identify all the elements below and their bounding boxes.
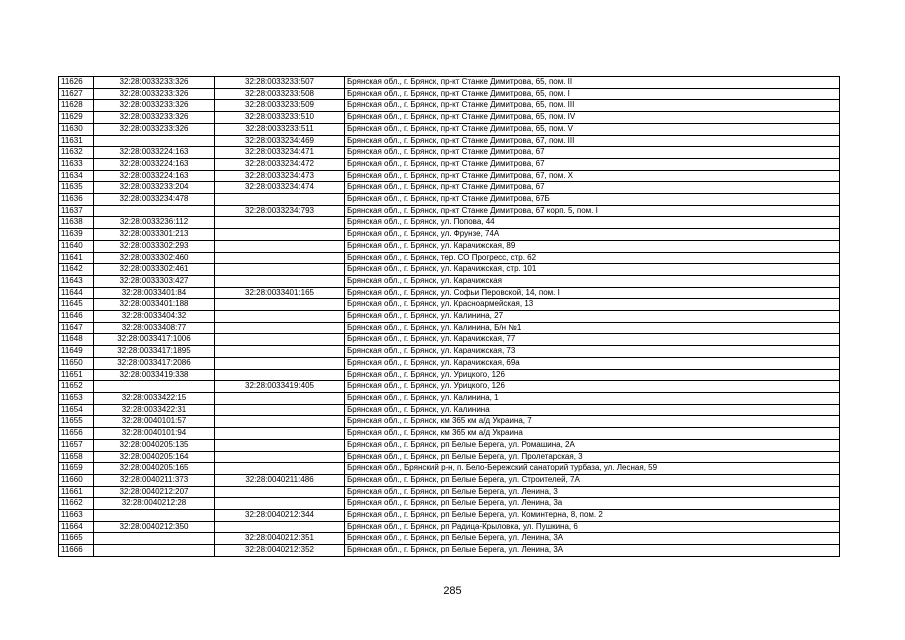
- cadastral-number-land-cell: 32:28:0040205:164: [94, 451, 215, 463]
- page-number: 285: [443, 585, 462, 597]
- register-table-body: [59, 77, 840, 557]
- table-row: [59, 299, 840, 311]
- cadastral-number-land-cell: 32:28:0033417:2086: [94, 357, 215, 369]
- cadastral-number-building-cell: [215, 486, 345, 498]
- cadastral-number-land-cell: 32:28:0033417:1895: [94, 346, 215, 358]
- table-row: [59, 439, 840, 451]
- address-cell: Брянская обл., г. Брянск, пр-кт Станке Димитрова, 65, пом. I: [345, 88, 840, 100]
- cadastral-number-land-cell: 32:28:0040101:94: [94, 428, 215, 440]
- cadastral-number-building-cell: 32:28:0040212:344: [215, 510, 345, 522]
- cadastral-number-land-cell: 32:28:0033236:112: [94, 217, 215, 229]
- table-row: [59, 428, 840, 440]
- table-row: [59, 77, 840, 89]
- row-number-cell: 11649: [59, 346, 94, 358]
- table-row: [59, 498, 840, 510]
- address-cell: Брянская обл., г. Брянск, рп Белые Берега, ул. Ромашина, 2А: [345, 439, 840, 451]
- address-cell: Брянская обл., г. Брянск, км 365 км а/д Украина, 7: [345, 416, 840, 428]
- row-number-cell: 11637: [59, 205, 94, 217]
- table-row: [59, 275, 840, 287]
- cadastral-number-building-cell: [215, 392, 345, 404]
- table-row: [59, 252, 840, 264]
- table-row: [59, 264, 840, 276]
- cadastral-number-land-cell: 32:28:0033401:84: [94, 287, 215, 299]
- cadastral-number-building-cell: [215, 217, 345, 229]
- cadastral-number-building-cell: [215, 404, 345, 416]
- table-row: [59, 287, 840, 299]
- cadastral-number-building-cell: [215, 428, 345, 440]
- table-row: [59, 158, 840, 170]
- table-row: [59, 311, 840, 323]
- cadastral-number-building-cell: 32:28:0040212:351: [215, 533, 345, 545]
- row-number-cell: 11663: [59, 510, 94, 522]
- table-row: [59, 170, 840, 182]
- cadastral-number-building-cell: [215, 463, 345, 475]
- row-number-cell: 11644: [59, 287, 94, 299]
- row-number-cell: 11640: [59, 240, 94, 252]
- table-row: [59, 322, 840, 334]
- row-number-cell: 11641: [59, 252, 94, 264]
- row-number-cell: 11665: [59, 533, 94, 545]
- row-number-cell: 11627: [59, 88, 94, 100]
- address-cell: Брянская обл., г. Брянск, рп Белые Берега, ул. Коминтерна, 8, пом. 2: [345, 510, 840, 522]
- row-number-cell: 11651: [59, 369, 94, 381]
- cadastral-number-building-cell: [215, 322, 345, 334]
- address-cell: Брянская обл., г. Брянск, ул. Карачижская: [345, 275, 840, 287]
- row-number-cell: 11664: [59, 521, 94, 533]
- address-cell: Брянская обл., г. Брянск, рп Радица-Крыловка, ул. Пушкина, 6: [345, 521, 840, 533]
- cadastral-number-land-cell: [94, 533, 215, 545]
- table-row: [59, 194, 840, 206]
- cadastral-number-building-cell: 32:28:0033233:510: [215, 112, 345, 124]
- row-number-cell: 11639: [59, 229, 94, 241]
- cadastral-number-building-cell: [215, 416, 345, 428]
- row-number-cell: 11661: [59, 486, 94, 498]
- address-cell: Брянская обл., г. Брянск, рп Белые Берега, ул. Ленина, 3: [345, 486, 840, 498]
- cadastral-number-land-cell: 32:28:0040101:57: [94, 416, 215, 428]
- cadastral-number-building-cell: [215, 334, 345, 346]
- cadastral-number-building-cell: [215, 264, 345, 276]
- table-row: [59, 463, 840, 475]
- cadastral-number-land-cell: [94, 381, 215, 393]
- cadastral-number-land-cell: 32:28:0033233:326: [94, 88, 215, 100]
- row-number-cell: 11643: [59, 275, 94, 287]
- cadastral-number-building-cell: [215, 346, 345, 358]
- row-number-cell: 11657: [59, 439, 94, 451]
- cadastral-number-land-cell: 32:28:0033302:293: [94, 240, 215, 252]
- cadastral-number-building-cell: 32:28:0033401:165: [215, 287, 345, 299]
- cadastral-number-building-cell: [215, 240, 345, 252]
- row-number-cell: 11660: [59, 474, 94, 486]
- cadastral-number-building-cell: 32:28:0033419:405: [215, 381, 345, 393]
- table-row: [59, 533, 840, 545]
- address-cell: Брянская обл., г. Брянск, ул. Карачижская, 73: [345, 346, 840, 358]
- cadastral-number-building-cell: [215, 439, 345, 451]
- row-number-cell: 11630: [59, 123, 94, 135]
- table-row: [59, 135, 840, 147]
- table-row: [59, 521, 840, 533]
- table-row: [59, 369, 840, 381]
- cadastral-number-building-cell: 32:28:0033234:473: [215, 170, 345, 182]
- row-number-cell: 11659: [59, 463, 94, 475]
- row-number-cell: 11658: [59, 451, 94, 463]
- table-row: [59, 416, 840, 428]
- cadastral-number-building-cell: [215, 521, 345, 533]
- table-row: [59, 381, 840, 393]
- row-number-cell: 11652: [59, 381, 94, 393]
- table-row: [59, 240, 840, 252]
- row-number-cell: 11656: [59, 428, 94, 440]
- table-row: [59, 229, 840, 241]
- row-number-cell: 11638: [59, 217, 94, 229]
- row-number-cell: 11626: [59, 77, 94, 89]
- address-cell: Брянская обл., г. Брянск, ул. Попова, 44: [345, 217, 840, 229]
- cadastral-number-land-cell: [94, 135, 215, 147]
- cadastral-number-land-cell: 32:28:0033422:31: [94, 404, 215, 416]
- row-number-cell: 11653: [59, 392, 94, 404]
- cadastral-number-land-cell: 32:28:0033303:427: [94, 275, 215, 287]
- cadastral-number-building-cell: [215, 451, 345, 463]
- address-cell: Брянская обл., г. Брянск, пр-кт Станке Димитрова, 67 корп. 5, пом. I: [345, 205, 840, 217]
- cadastral-number-building-cell: [215, 229, 345, 241]
- cadastral-number-building-cell: 32:28:0033234:469: [215, 135, 345, 147]
- cadastral-number-land-cell: 32:28:0040212:207: [94, 486, 215, 498]
- table-row: [59, 545, 840, 557]
- cadastral-number-land-cell: 32:28:0040212:28: [94, 498, 215, 510]
- row-number-cell: 11666: [59, 545, 94, 557]
- cadastral-number-land-cell: 32:28:0040212:350: [94, 521, 215, 533]
- address-cell: Брянская обл., г. Брянск, ул. Калинина, 1: [345, 392, 840, 404]
- cadastral-number-land-cell: 32:28:0033233:326: [94, 112, 215, 124]
- address-cell: Брянская обл., г. Брянск, пр-кт Станке Димитрова, 65, пом. III: [345, 100, 840, 112]
- cadastral-number-land-cell: 32:28:0033419:338: [94, 369, 215, 381]
- table-row: [59, 205, 840, 217]
- cadastral-number-land-cell: [94, 545, 215, 557]
- cadastral-number-building-cell: [215, 369, 345, 381]
- row-number-cell: 11654: [59, 404, 94, 416]
- cadastral-number-building-cell: 32:28:0033234:472: [215, 158, 345, 170]
- address-cell: Брянская обл., г. Брянск, ул. Софьи Перовской, 14, пом. I: [345, 287, 840, 299]
- cadastral-number-building-cell: 32:28:0033233:511: [215, 123, 345, 135]
- row-number-cell: 11633: [59, 158, 94, 170]
- address-cell: Брянская обл., г. Брянск, рп Белые Берега, ул. Ленина, 3а: [345, 498, 840, 510]
- row-number-cell: 11646: [59, 311, 94, 323]
- table-row: [59, 123, 840, 135]
- address-cell: Брянская обл., г. Брянск, тер. СО Прогресс, стр. 62: [345, 252, 840, 264]
- row-number-cell: 11650: [59, 357, 94, 369]
- row-number-cell: 11647: [59, 322, 94, 334]
- row-number-cell: 11636: [59, 194, 94, 206]
- cadastral-number-land-cell: 32:28:0033422:15: [94, 392, 215, 404]
- table-row: [59, 217, 840, 229]
- cadastral-number-building-cell: [215, 194, 345, 206]
- table-row: [59, 112, 840, 124]
- cadastral-number-land-cell: 32:28:0040205:135: [94, 439, 215, 451]
- table-row: [59, 392, 840, 404]
- address-cell: Брянская обл., г. Брянск, ул. Карачижская, 77: [345, 334, 840, 346]
- cadastral-number-building-cell: [215, 357, 345, 369]
- row-number-cell: 11655: [59, 416, 94, 428]
- table-row: [59, 357, 840, 369]
- cadastral-number-building-cell: 32:28:0040211:486: [215, 474, 345, 486]
- row-number-cell: 11642: [59, 264, 94, 276]
- row-number-cell: 11632: [59, 147, 94, 159]
- address-cell: Брянская обл., г. Брянск, пр-кт Станке Димитрова, 65, пом. V: [345, 123, 840, 135]
- row-number-cell: 11629: [59, 112, 94, 124]
- address-cell: Брянская обл., г. Брянск, ул. Калинина, 27: [345, 311, 840, 323]
- table-row: [59, 182, 840, 194]
- register-table: [58, 76, 840, 557]
- cadastral-number-land-cell: 32:28:0040211:373: [94, 474, 215, 486]
- table-row: [59, 147, 840, 159]
- cadastral-number-land-cell: 32:28:0033233:204: [94, 182, 215, 194]
- address-cell: Брянская обл., г. Брянск, рп Белые Берега, ул. Ленина, 3А: [345, 533, 840, 545]
- table-row: [59, 334, 840, 346]
- cadastral-number-land-cell: 32:28:0033234:478: [94, 194, 215, 206]
- cadastral-number-building-cell: 32:28:0033233:507: [215, 77, 345, 89]
- table-row: [59, 474, 840, 486]
- cadastral-number-land-cell: 32:28:0033404:32: [94, 311, 215, 323]
- cadastral-number-building-cell: [215, 252, 345, 264]
- address-cell: Брянская обл., г. Брянск, ул. Калинина: [345, 404, 840, 416]
- address-cell: Брянская обл., г. Брянск, км 365 км а/д Украина: [345, 428, 840, 440]
- cadastral-number-building-cell: 32:28:0033234:474: [215, 182, 345, 194]
- cadastral-number-land-cell: 32:28:0033302:460: [94, 252, 215, 264]
- cadastral-number-land-cell: [94, 510, 215, 522]
- cadastral-number-land-cell: 32:28:0033401:188: [94, 299, 215, 311]
- cadastral-number-land-cell: 32:28:0033301:213: [94, 229, 215, 241]
- cadastral-number-land-cell: 32:28:0033224:163: [94, 170, 215, 182]
- address-cell: Брянская обл., г. Брянск, ул. Карачижская, 69а: [345, 357, 840, 369]
- address-cell: Брянская обл., г. Брянск, пр-кт Станке Димитрова, 67, пом. X: [345, 170, 840, 182]
- cadastral-number-building-cell: 32:28:0033233:509: [215, 100, 345, 112]
- cadastral-number-land-cell: 32:28:0033224:163: [94, 147, 215, 159]
- address-cell: Брянская обл., г. Брянск, ул. Калинина, Б/н №1: [345, 322, 840, 334]
- cadastral-number-building-cell: [215, 311, 345, 323]
- cadastral-number-land-cell: 32:28:0040205:165: [94, 463, 215, 475]
- cadastral-number-land-cell: 32:28:0033408:77: [94, 322, 215, 334]
- address-cell: Брянская обл., г. Брянск, пр-кт Станке Димитрова, 65, пом. II: [345, 77, 840, 89]
- cadastral-number-building-cell: 32:28:0033234:471: [215, 147, 345, 159]
- cadastral-number-building-cell: 32:28:0033234:793: [215, 205, 345, 217]
- cadastral-number-land-cell: [94, 205, 215, 217]
- address-cell: Брянская обл., г. Брянск, рп Белые Берега, ул. Ленина, 3А: [345, 545, 840, 557]
- table-row: [59, 451, 840, 463]
- row-number-cell: 11628: [59, 100, 94, 112]
- address-cell: Брянская обл., г. Брянск, пр-кт Станке Димитрова, 67: [345, 158, 840, 170]
- address-cell: Брянская обл., г. Брянск, рп Белые Берега, ул. Пролетарская, 3: [345, 451, 840, 463]
- address-cell: Брянская обл., г. Брянск, ул. Урицкого, 126: [345, 381, 840, 393]
- table-row: [59, 404, 840, 416]
- table-row: [59, 486, 840, 498]
- row-number-cell: 11645: [59, 299, 94, 311]
- address-cell: Брянская обл., г. Брянск, пр-кт Станке Димитрова, 65, пом. IV: [345, 112, 840, 124]
- address-cell: Брянская обл., г. Брянск, ул. Фрунзе, 74А: [345, 229, 840, 241]
- cadastral-number-building-cell: [215, 275, 345, 287]
- row-number-cell: 11648: [59, 334, 94, 346]
- row-number-cell: 11631: [59, 135, 94, 147]
- address-cell: Брянская обл., г. Брянск, ул. Карачижская, 89: [345, 240, 840, 252]
- cadastral-number-land-cell: 32:28:0033233:326: [94, 100, 215, 112]
- table-row: [59, 346, 840, 358]
- address-cell: Брянская обл., Брянский р-н, п. Бело-Бережский санаторий турбаза, ул. Лесная, 59: [345, 463, 840, 475]
- address-cell: Брянская обл., г. Брянск, ул. Красноармейская, 13: [345, 299, 840, 311]
- table-row: [59, 88, 840, 100]
- cadastral-number-land-cell: 32:28:0033224:163: [94, 158, 215, 170]
- row-number-cell: 11662: [59, 498, 94, 510]
- cadastral-number-land-cell: 32:28:0033417:1006: [94, 334, 215, 346]
- address-cell: Брянская обл., г. Брянск, пр-кт Станке Димитрова, 67Б: [345, 194, 840, 206]
- cadastral-number-land-cell: 32:28:0033233:326: [94, 77, 215, 89]
- cadastral-number-building-cell: [215, 498, 345, 510]
- address-cell: Брянская обл., г. Брянск, рп Белые Берега, ул. Строителей, 7А: [345, 474, 840, 486]
- cadastral-number-building-cell: [215, 299, 345, 311]
- cadastral-number-building-cell: 32:28:0033233:508: [215, 88, 345, 100]
- address-cell: Брянская обл., г. Брянск, пр-кт Станке Димитрова, 67: [345, 147, 840, 159]
- cadastral-number-land-cell: 32:28:0033302:461: [94, 264, 215, 276]
- address-cell: Брянская обл., г. Брянск, пр-кт Станке Димитрова, 67: [345, 182, 840, 194]
- row-number-cell: 11634: [59, 170, 94, 182]
- cadastral-number-land-cell: 32:28:0033233:326: [94, 123, 215, 135]
- cadastral-number-building-cell: 32:28:0040212:352: [215, 545, 345, 557]
- table-row: [59, 510, 840, 522]
- address-cell: Брянская обл., г. Брянск, пр-кт Станке Димитрова, 67, пом. III: [345, 135, 840, 147]
- address-cell: Брянская обл., г. Брянск, ул. Урицкого, 126: [345, 369, 840, 381]
- row-number-cell: 11635: [59, 182, 94, 194]
- table-row: [59, 100, 840, 112]
- address-cell: Брянская обл., г. Брянск, ул. Карачижская, стр. 101: [345, 264, 840, 276]
